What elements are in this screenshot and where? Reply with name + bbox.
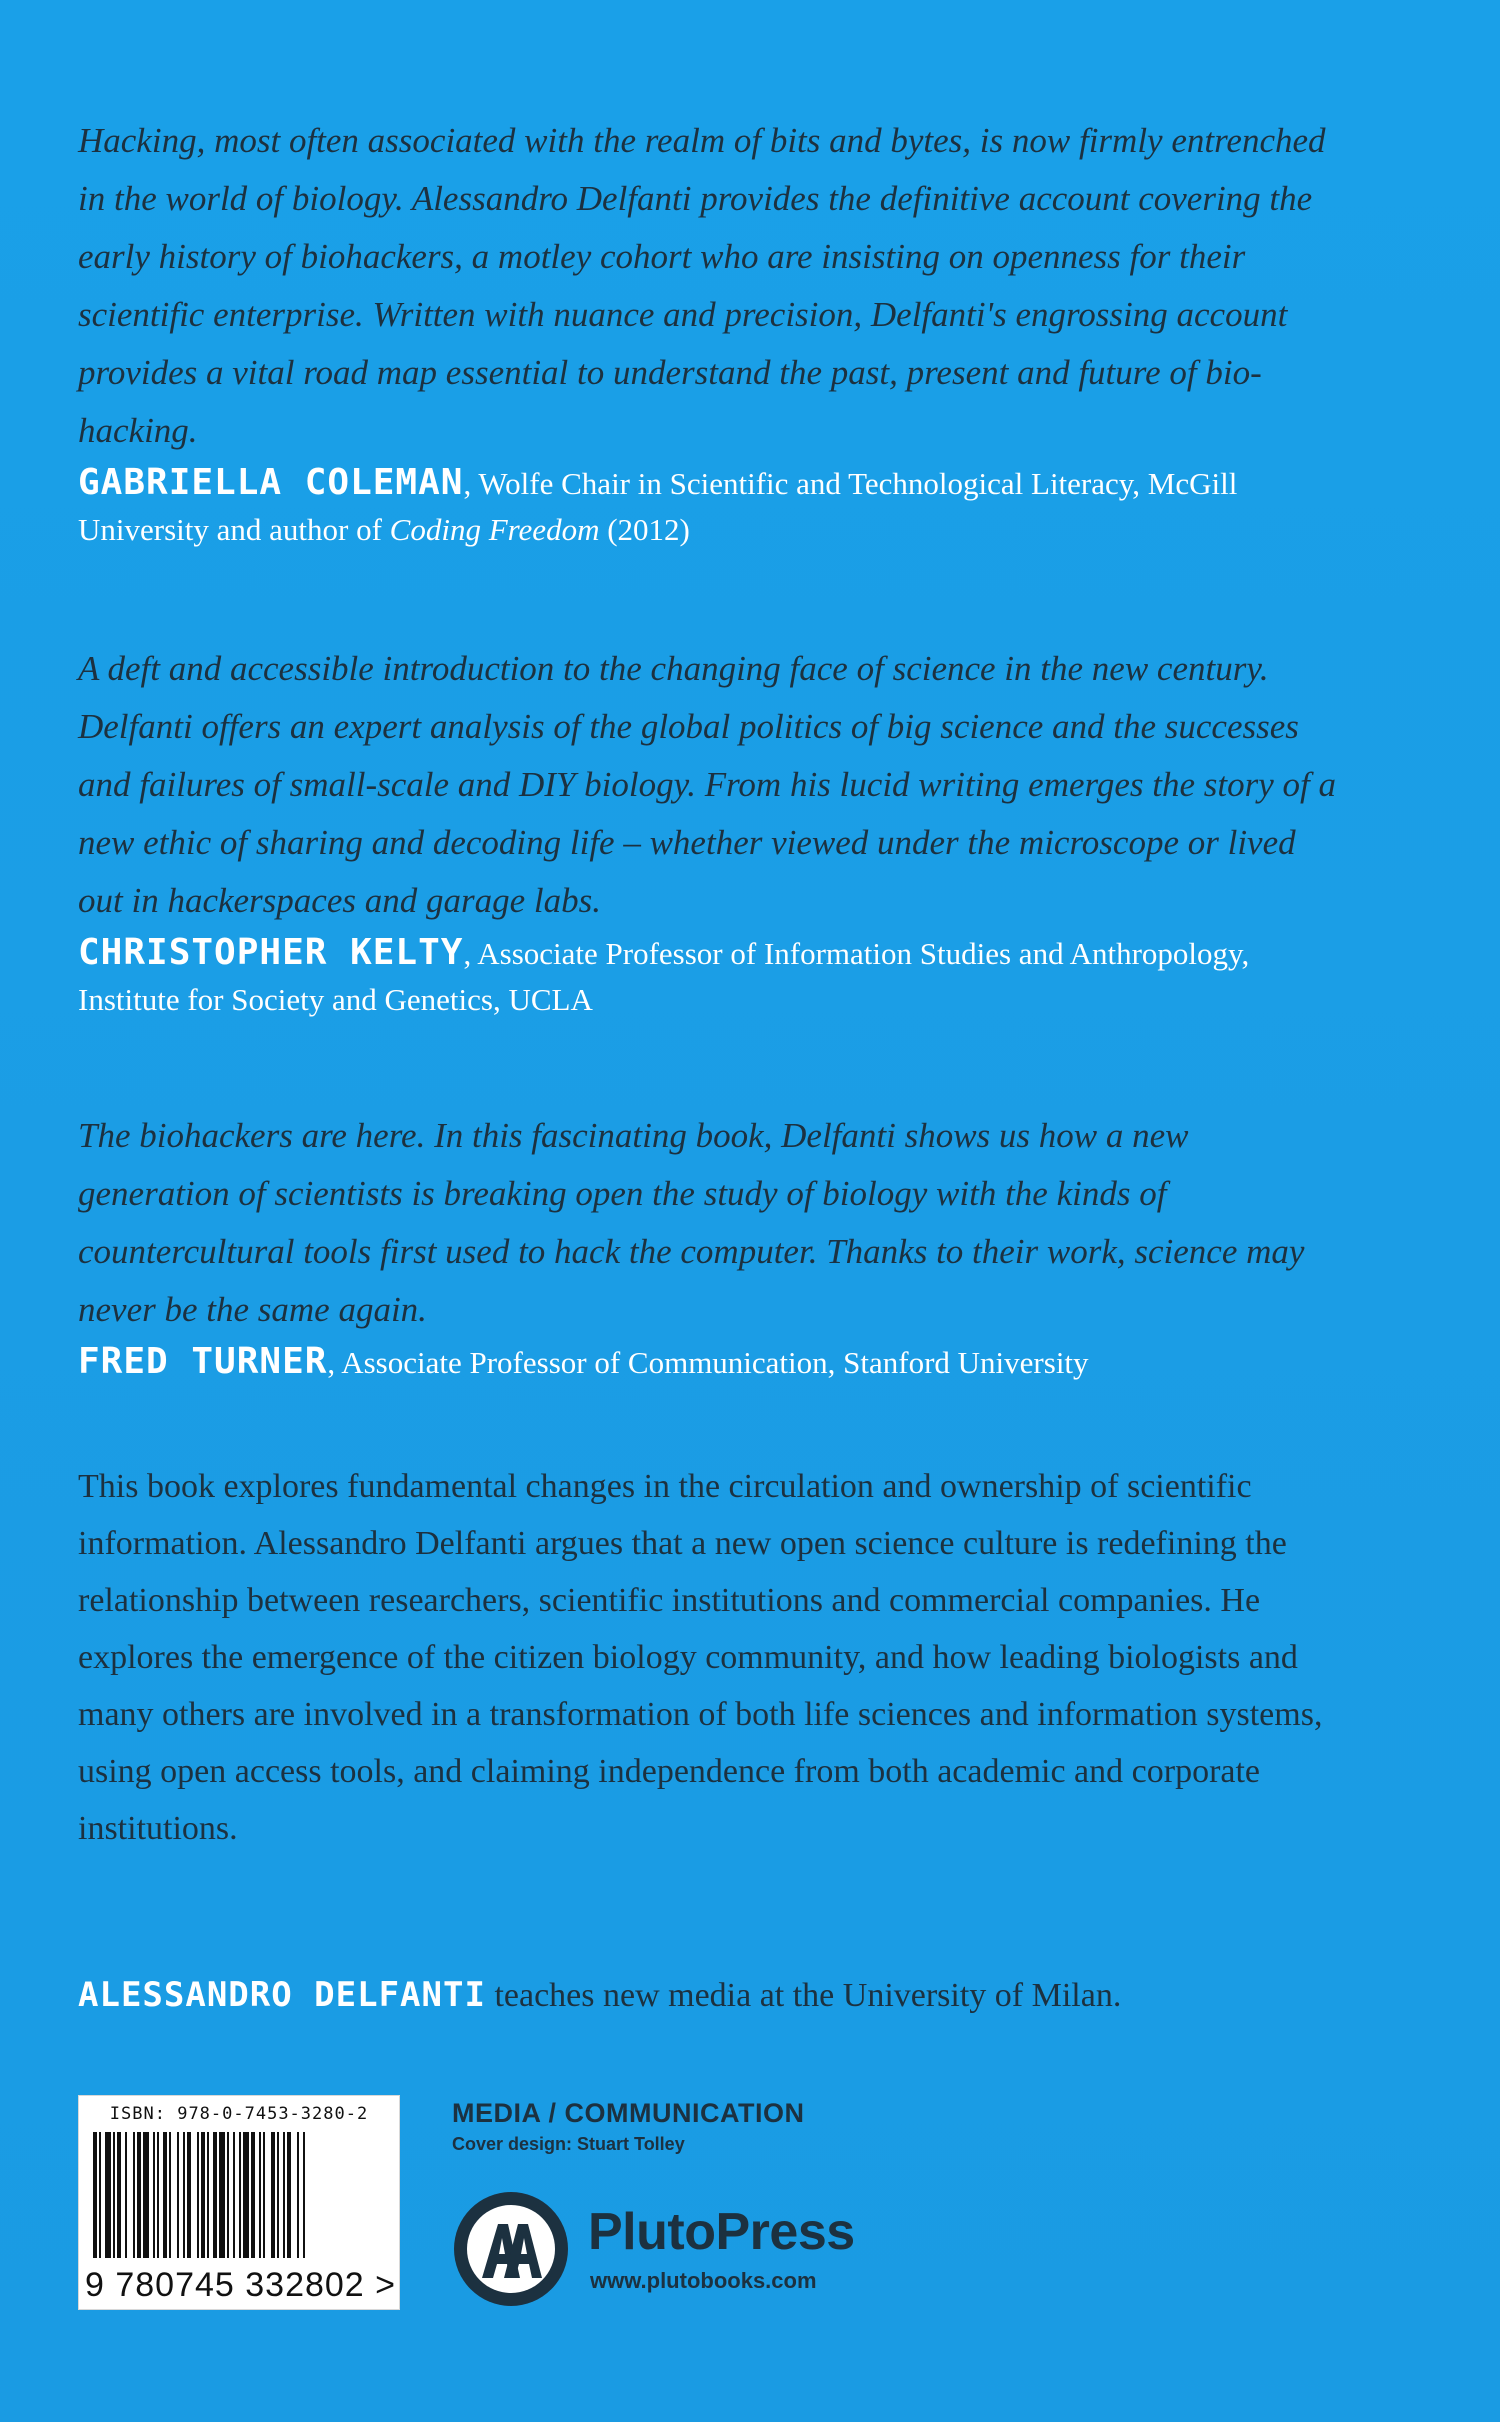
publisher-name: PlutoPress — [588, 2203, 855, 2261]
isbn-label: ISBN: 978-0-7453-3280-2 — [109, 2104, 369, 2124]
endorser-name: GABRIELLA COLEMAN — [78, 462, 464, 503]
book-category: MEDIA / COMMUNICATION — [452, 2098, 805, 2128]
author-name: ALESSANDRO DELFANTI — [78, 1975, 486, 2015]
endorser-name: FRED TURNER — [78, 1341, 328, 1382]
barcode-icon — [79, 2128, 399, 2268]
isbn-barcode — [78, 2095, 400, 2310]
pluto-press-logo-icon — [452, 2190, 570, 2308]
isbn-digits: 9 780745 332802 > — [85, 2266, 397, 2304]
publisher-website: www.plutobooks.com — [590, 2268, 817, 2293]
endorsement-quote: Hacking, most often associated with the realm of bits and bytes, is now firmly entrenched in the world of biology. Alessandro Delfanti provides the definitive account covering the early history of biohackers, a motley cohort who are insisting on openness for their scientific enterprise. Written with nuance and precision, Delfanti's engrossing account provides a vital road map essential to understand the past, present and future of bio-hacking. — [78, 121, 1326, 450]
endorsement-quote: A deft and accessible introduction to the changing face of science in the new century. Delfanti offers an expert analysis of the global politics of big science and the successes and failures of small-scale and DIY biology. From his lucid writing emerges the story of a new ethic of sharing and decoding life – whether viewed under the microscope or lived out in hackerspaces and garage labs. — [78, 649, 1336, 920]
endorsement-3 — [78, 1107, 1348, 1386]
author-bio — [78, 1967, 1378, 2024]
endorser-role: , Associate Professor of Communication, Stanford University — [327, 1345, 1089, 1380]
endorsement-attribution — [78, 1339, 1348, 1386]
cover-credit: Cover design: Stuart Tolley — [452, 2134, 685, 2154]
endorser-role-year: (2012) — [599, 512, 690, 547]
endorsement-quote: The biohackers are here. In this fascinating book, Delfanti shows us how a new generation of scientists is breaking open the study of biology with the kinds of countercultural tools first used to hack the computer. Thanks to their work, science may never be the same again. — [78, 1116, 1305, 1329]
endorser-role: , Associate Professor of Information Studies and Anthropology, Institute for Society and Genetics, UCLA — [78, 936, 1250, 1017]
endorsement-attribution — [78, 460, 1348, 553]
endorser-book-title: Coding Freedom — [389, 512, 600, 547]
endorsement-attribution — [78, 930, 1348, 1023]
endorsement-2 — [78, 640, 1348, 1023]
endorsement-1 — [78, 112, 1348, 553]
book-description: This book explores fundamental changes in the circulation and ownership of scientific information. Alessandro Delfanti argues that a new open science culture is redefining the relationship between researchers, scientific institutions and commercial companies. He explores the emergence of the citizen biology community, and how leading biologists and many others are involved in a transformation of both life sciences and information systems, using open access tools, and claiming independence from both academic and corporate institutions. — [78, 1468, 1323, 1847]
endorser-name: CHRISTOPHER KELTY — [78, 932, 464, 973]
endorser-role: , Wolfe Chair in Scientific and Technological Literacy, McGill University and author of — [78, 466, 1238, 547]
author-bio-text: teaches new media at the University of Milan. — [485, 1977, 1122, 2014]
